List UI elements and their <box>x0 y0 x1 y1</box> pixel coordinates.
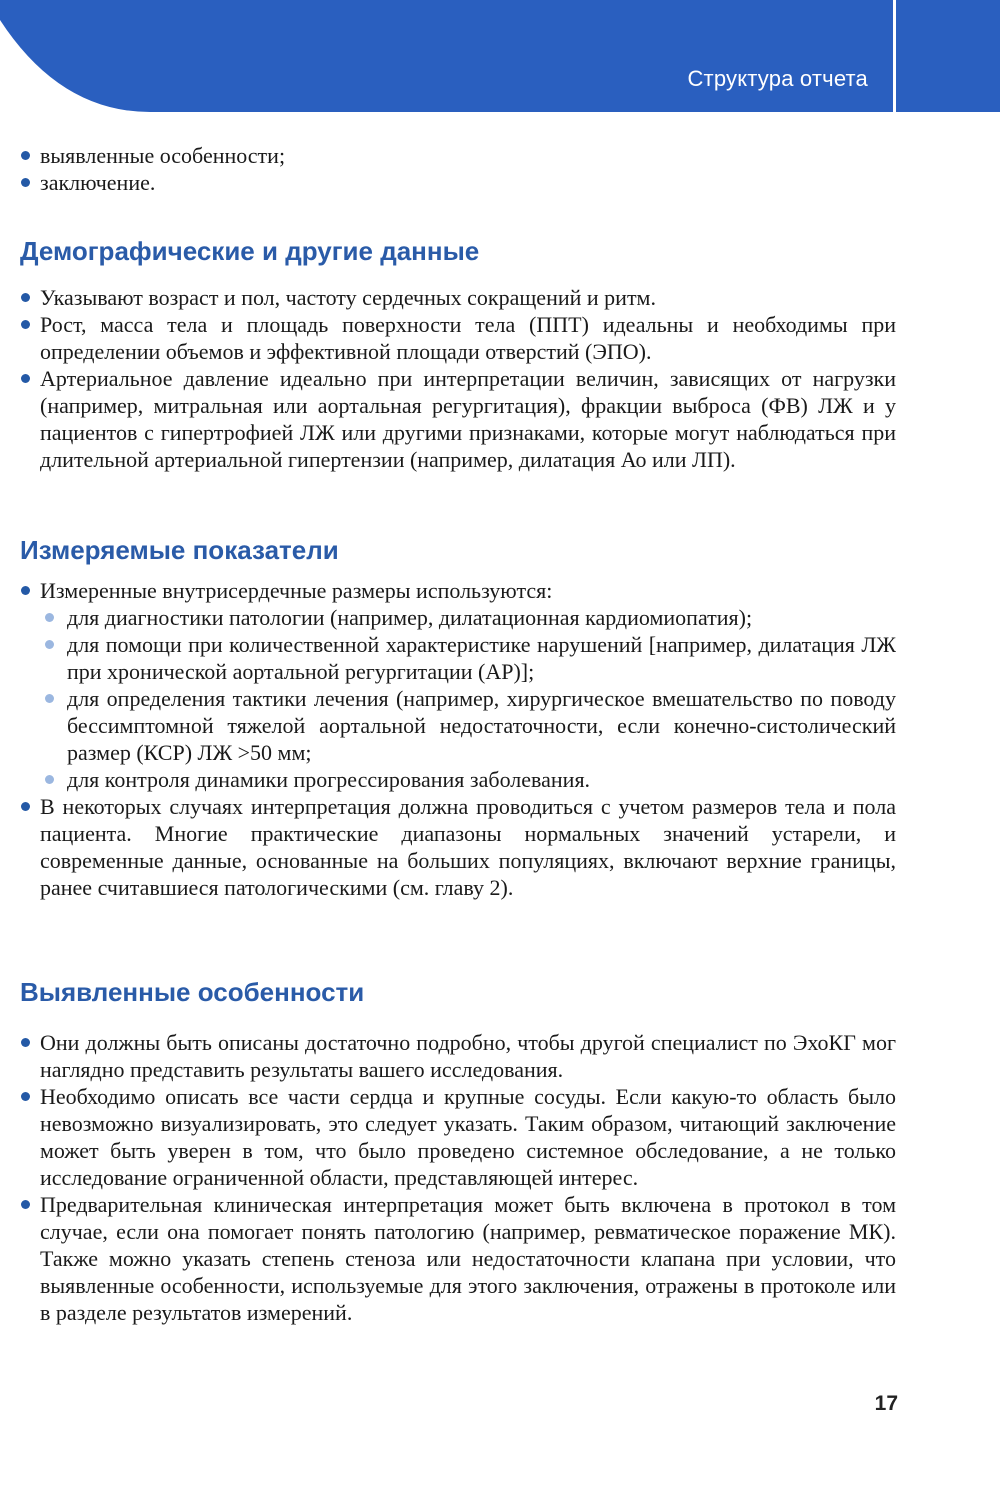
list-item: Предварительная клиническая интерпретация может быть включена в протокол в том случае, если она помогает понять патологию (например, ревматическое поражение МК). Также можно указать степень стеноза или недостаточности клапана при условии, что выявленные особенности, используемые для этого заключения, отражены в протоколе или в разделе результатов измерений. <box>20 1191 896 1326</box>
bullet-icon <box>21 320 30 329</box>
bullet-icon <box>21 1200 30 1209</box>
section-heading-findings: Выявленные особенности <box>20 977 365 1007</box>
sub-list-item: для контроля динамики прогрессирования заболевания. <box>20 766 896 793</box>
measured-sublist <box>40 604 896 793</box>
sub-bullet-icon <box>45 613 54 622</box>
list-item: В некоторых случаях интерпретация должна проводиться с учетом размеров тела и пола пациента. Многие практические диапазоны нормальных значений устарели, и современные данные, основанные на больших популяциях, включают верхние границы, ранее считавшиеся патологическими (см. главу 2). <box>20 793 896 901</box>
section-heading-measured: Измеряемые показатели <box>20 535 339 565</box>
bullet-icon <box>21 1092 30 1101</box>
sub-bullet-icon <box>45 694 54 703</box>
sub-list-item: для диагностики патологии (например, дилатационная кардиомиопатия); <box>20 604 896 631</box>
sub-list-item: для помощи при количественной характеристике нарушений [например, дилатация ЛЖ при хронической аортальной регургитации (АР)]; <box>20 631 896 685</box>
bullet-icon <box>21 293 30 302</box>
list-item: Указывают возраст и пол, частоту сердечных сокращений и ритм. <box>20 284 896 311</box>
page-content <box>20 142 896 1326</box>
intro-list <box>20 142 896 196</box>
list-item: Артериальное давление идеально при интерпретации величин, зависящих от нагрузки (например, митральная или аортальная регургитация), фракции выброса (ФВ) ЛЖ и у пациентов с гипертрофией ЛЖ или другими признаками, которые могут наблюдаться при длительной артериальной гипертензии (например, дилатация Ао или ЛП). <box>20 365 896 473</box>
findings-list <box>20 1029 896 1326</box>
demographic-list <box>20 284 896 473</box>
bullet-icon <box>21 802 30 811</box>
list-item: заключение. <box>20 169 896 196</box>
list-item: Рост, масса тела и площадь поверхности тела (ППТ) идеальны и необходимы при определении объемов и эффективной площади отверстий (ЭПО). <box>20 311 896 365</box>
list-item: Они должны быть описаны достаточно подробно, чтобы другой специалист по ЭхоКГ мог наглядно представить результаты вашего исследования. <box>20 1029 896 1083</box>
sub-bullet-icon <box>45 640 54 649</box>
list-item: Необходимо описать все части сердца и крупные сосуды. Если какую-то область было невозможно визуализировать, это следует указать. Таким образом, читающий заключение может быть уверен в том, что было проведено системное обследование, а не только исследование ограниченной области, представляющей интерес. <box>20 1083 896 1191</box>
bullet-icon <box>21 586 30 595</box>
list-item: Измеренные внутрисердечные размеры используются: для диагностики патологии (например, дилатационная кардиомиопатия); для помощи при количественной характеристике нарушений [например, дилатация ЛЖ при хронической аортальной регургитации (АР)]; для определения тактики лечения (например, хирургическое вмешательство по поводу бессимптомной тяжелой аортальной недостаточности, если конечно-систолический размер (КСР) ЛЖ >50 мм; для контроля динамики прогрессирования заболевания. <box>20 577 896 793</box>
sub-bullet-icon <box>45 775 54 784</box>
list-item: выявленные особенности; <box>20 142 896 169</box>
bullet-icon <box>21 1038 30 1047</box>
sub-list-item: для определения тактики лечения (например, хирургическое вмешательство по поводу бессимптомной тяжелой аортальной недостаточности, если конечно-систолический размер (КСР) ЛЖ >50 мм; <box>20 685 896 766</box>
running-header-title: Структура отчета <box>687 66 868 91</box>
bullet-icon <box>21 178 30 187</box>
measured-list <box>20 577 896 901</box>
bullet-icon <box>21 151 30 160</box>
bullet-icon <box>21 374 30 383</box>
section-heading-demographic: Демографические и другие данные <box>20 236 480 266</box>
page-number: 17 <box>874 1392 898 1415</box>
header-band <box>0 0 1000 112</box>
